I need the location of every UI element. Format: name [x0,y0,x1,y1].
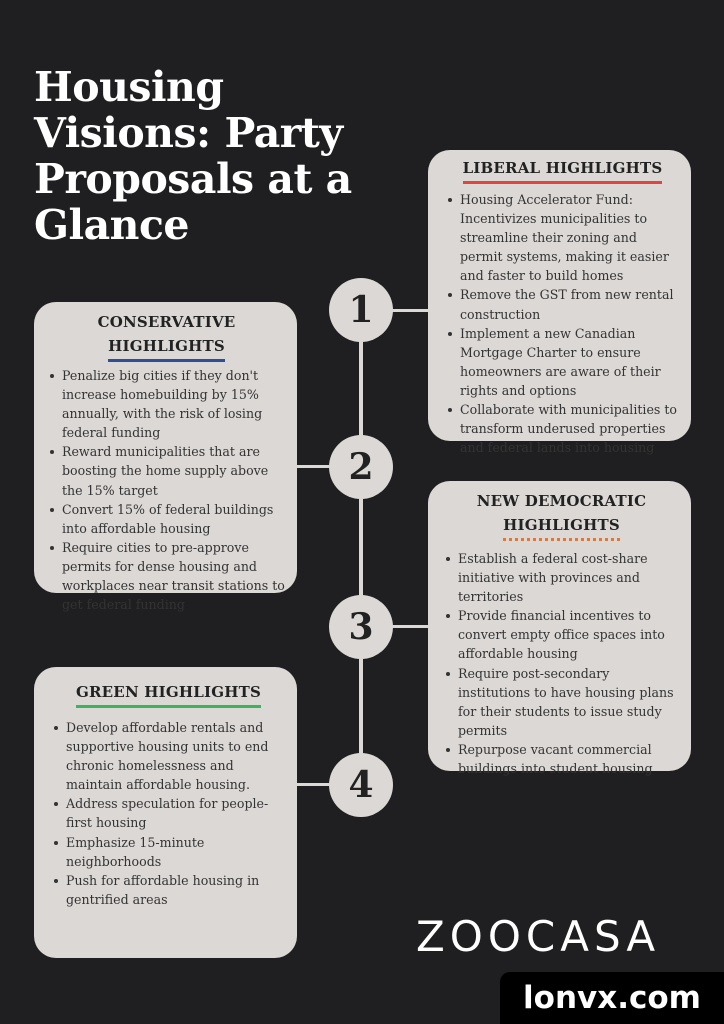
step-node-2: 2 [329,435,393,499]
list-item: Develop affordable rentals and supportive housing units to end chronic homelessness and maintain affordable housing. [66,718,289,794]
list-item: Push for affordable housing in gentrified areas [66,871,289,909]
ndp-card [428,481,691,777]
list-item: Collaborate with municipalities to transform underused properties and federal lands into housing [460,400,683,457]
conservative-card [34,302,297,613]
list-item: Convert 15% of federal buildings into affordable housing [62,500,289,538]
list-item: Reward municipalities that are boosting the home supply above the 15% target [62,442,289,499]
green-heading: GREEN HIGHLIGHTS [48,680,289,708]
conservative-list [44,366,289,614]
list-item: Implement a new Canadian Mortgage Charter to ensure homeowners are aware of their rights and options [460,324,683,400]
list-item: Remove the GST from new rental construction [460,285,683,323]
liberal-list [442,190,683,457]
timeline-spine [359,300,363,790]
watermark: lonvx.com [500,972,724,1024]
step-node-4: 4 [329,753,393,817]
list-item: Require cities to pre-approve permits for dense housing and workplaces near transit stations to get federal funding [62,538,289,614]
step-node-1: 1 [329,278,393,342]
zoocasa-logo: ZOOCASA [416,912,661,961]
green-card [34,667,297,958]
conservative-heading: CONSERVATIVE HIGHLIGHTS [44,310,289,362]
list-item: Provide financial incentives to convert empty office spaces into affordable housing [458,606,683,663]
list-item: Establish a federal cost-share initiative with provinces and territories [458,549,683,606]
green-list [48,718,289,909]
step-node-3: 3 [329,595,393,659]
list-item: Housing Accelerator Fund: Incentivizes municipalities to streamline their zoning and permit systems, making it easier and faster to build homes [460,190,683,285]
page-title: Housing Visions: Party Proposals at a Glance [34,63,352,249]
liberal-card [428,150,691,456]
list-item: Require post-secondary institutions to have housing plans for their students to issue study permits [458,664,683,740]
list-item: Penalize big cities if they don't increase homebuilding by 15% annually, with the risk of losing federal funding [62,366,289,442]
ndp-list [440,549,683,778]
list-item: Repurpose vacant commercial buildings into student housing [458,740,683,778]
liberal-heading: LIBERAL HIGHLIGHTS [442,156,683,184]
list-item: Emphasize 15-minute neighborhoods [66,833,289,871]
ndp-heading: NEW DEMOCRATIC HIGHLIGHTS [440,489,683,541]
list-item: Address speculation for people-first housing [66,794,289,832]
